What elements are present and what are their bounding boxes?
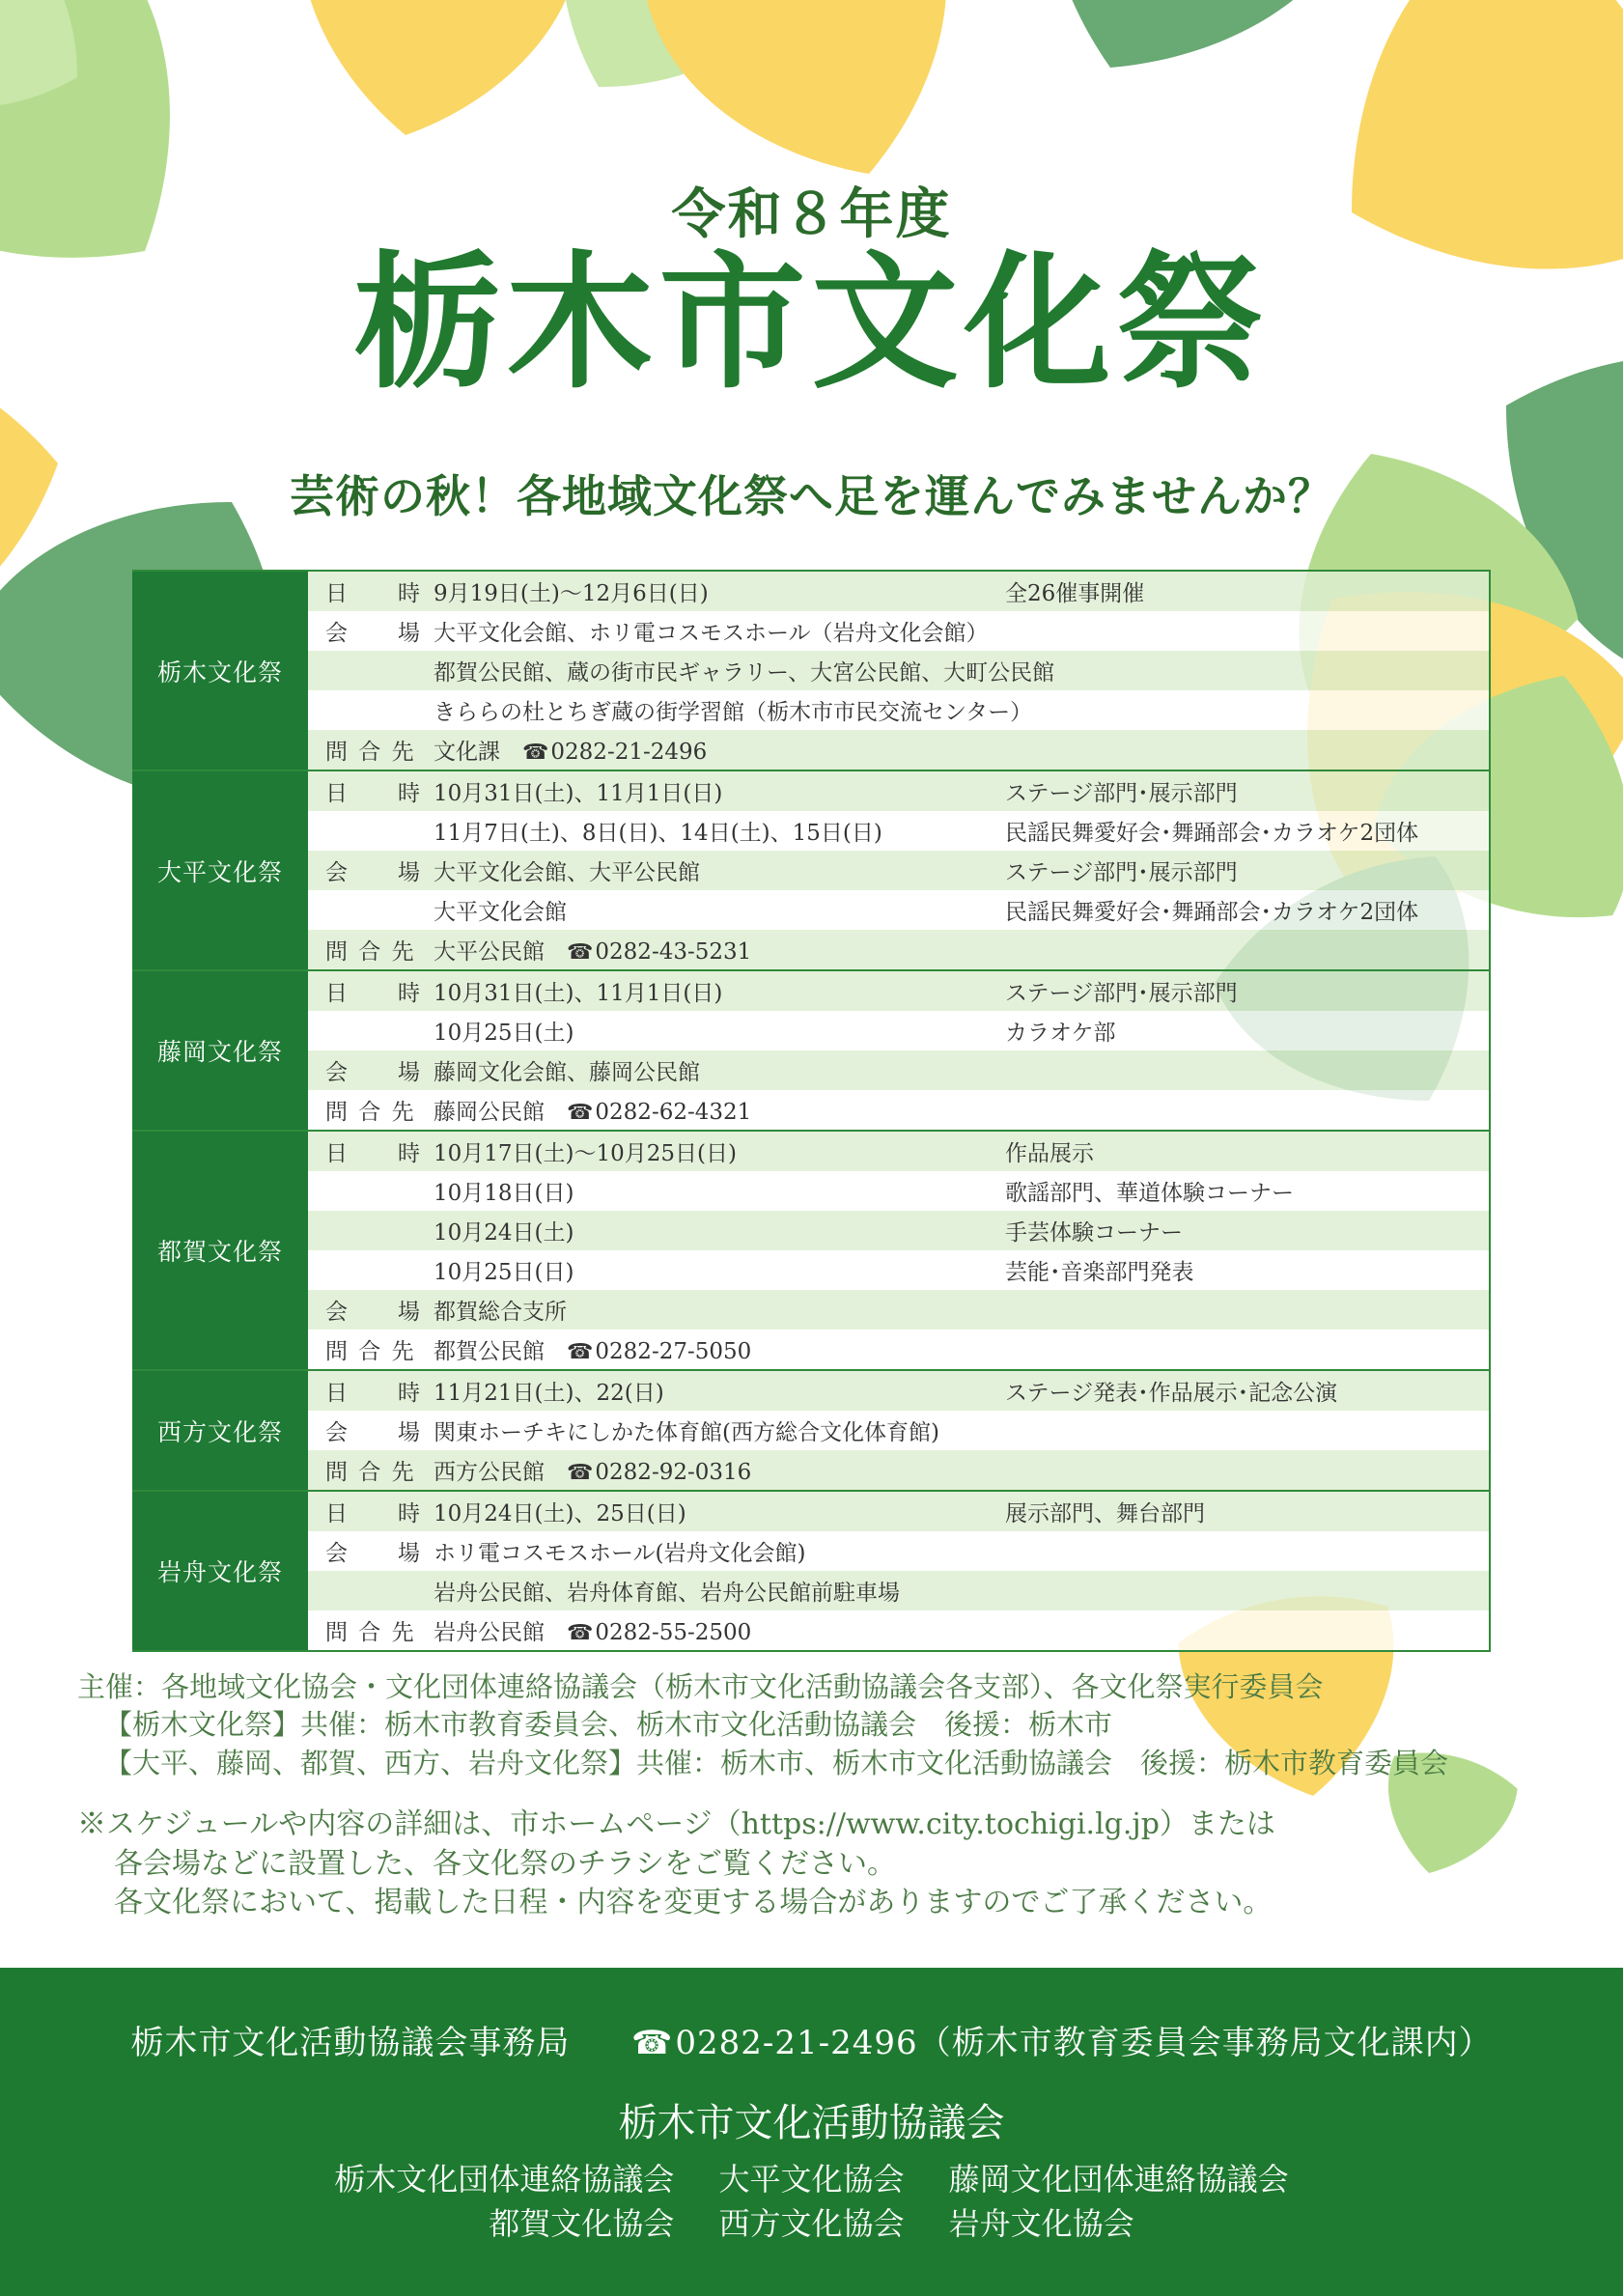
sponsor-notes bbox=[77, 1668, 1564, 1782]
row-value bbox=[434, 615, 1005, 647]
row-value-text: 10月24日(土) bbox=[434, 1220, 574, 1246]
row-note: 展示部門、舞台部門 bbox=[1005, 1501, 1205, 1526]
row-value bbox=[434, 854, 1005, 886]
office-contact bbox=[0, 2016, 1623, 2063]
row-key: 日 時 bbox=[325, 1501, 422, 1526]
row-note: 民謡民舞愛好会･舞踊部会･カラオケ2団体 bbox=[1005, 900, 1419, 925]
row-note: ステージ部門･展示部門 bbox=[1005, 781, 1238, 806]
row-value bbox=[434, 1575, 1005, 1607]
member-org: 岩舟文化協会 bbox=[948, 2205, 1134, 2243]
schedule-row bbox=[308, 1171, 1489, 1211]
row-note: ステージ発表･作品展示･記念公演 bbox=[1005, 1381, 1338, 1406]
office-note: （栃木市教育委員会事務局文化課内） bbox=[917, 2024, 1493, 2062]
festival-block bbox=[132, 1492, 1491, 1652]
row-key: 問 合 先 bbox=[325, 1339, 416, 1364]
row-key: 日 時 bbox=[325, 781, 422, 806]
row-value bbox=[434, 1254, 1005, 1286]
row-key: 問 合 先 bbox=[325, 1460, 416, 1485]
festival-name: 大平文化祭 bbox=[132, 771, 308, 969]
row-value-text: 大平文化会館、大平公民館 bbox=[434, 860, 700, 885]
schedule-row bbox=[308, 1330, 1489, 1369]
schedule-row bbox=[308, 730, 1489, 770]
row-value-text: 岩舟公民館 bbox=[434, 1620, 545, 1645]
row-value-text: 10月18日(日) bbox=[434, 1181, 574, 1206]
row-note: ステージ部門･展示部門 bbox=[1005, 981, 1238, 1006]
row-value bbox=[434, 694, 1033, 726]
footer bbox=[0, 1968, 1623, 2296]
row-note: 民謡民舞愛好会･舞踊部会･カラオケ2団体 bbox=[1005, 821, 1419, 846]
row-note: 芸能･音楽部門発表 bbox=[1005, 1260, 1194, 1285]
schedule-row bbox=[308, 811, 1489, 851]
row-value-text: 11月21日(土)、22(日) bbox=[434, 1381, 664, 1406]
row-key: 問 合 先 bbox=[325, 740, 416, 765]
regional-sponsor-line: 【大平、藤岡、都賀、西方、岩舟文化祭】共催：栃木市、栃木市文化活動協議会 後援：栃木市教育委員会 bbox=[104, 1746, 1449, 1779]
schedule-row bbox=[308, 1450, 1489, 1490]
member-org: 藤岡文化団体連絡協議会 bbox=[948, 2161, 1289, 2198]
phone-number: ☎ 0282-21-2496 bbox=[522, 740, 707, 765]
organizer-line: 主催：各地域文化協会・文化団体連絡協議会（栃木市文化活動協議会各支部）、各文化祭実行委員会 bbox=[77, 1670, 1324, 1703]
row-value bbox=[434, 815, 1005, 847]
festival-name: 西方文化祭 bbox=[132, 1371, 308, 1490]
row-value-text: 大平文化会館、ホリ電コスモスホール（岩舟文化会館） bbox=[434, 621, 989, 646]
page-title: 栃木市文化祭 bbox=[353, 236, 1270, 408]
row-value-text: 文化課 bbox=[434, 740, 500, 765]
festival-name: 藤岡文化祭 bbox=[132, 971, 308, 1130]
row-key: 日 時 bbox=[325, 581, 422, 606]
festival-name: 岩舟文化祭 bbox=[132, 1492, 308, 1650]
member-list bbox=[0, 2157, 1623, 2247]
row-note: 手芸体験コーナー bbox=[1005, 1220, 1183, 1246]
row-value bbox=[434, 1135, 1005, 1167]
row-value bbox=[434, 575, 1005, 607]
schedule-row bbox=[308, 611, 1489, 651]
row-value-text: 大平文化会館 bbox=[434, 900, 567, 925]
schedule-row bbox=[308, 690, 1489, 730]
row-key: 日 時 bbox=[325, 981, 422, 1006]
row-value-text: 10月31日(土)、11月1日(日) bbox=[434, 781, 723, 806]
row-value-text: 都賀総合支所 bbox=[434, 1300, 567, 1325]
festival-name: 都賀文化祭 bbox=[132, 1132, 308, 1369]
row-value-text: 都賀公民館、蔵の街市民ギャラリー、大宮公民館、大町公民館 bbox=[434, 660, 1055, 686]
schedule-row bbox=[308, 1371, 1489, 1411]
schedule-row bbox=[308, 1011, 1489, 1050]
phone-number: ☎ 0282-62-4321 bbox=[567, 1100, 751, 1125]
row-key: 問 合 先 bbox=[325, 939, 416, 965]
row-value-text: 10月25日(日) bbox=[434, 1260, 574, 1285]
schedule-row bbox=[308, 851, 1489, 890]
schedule-row bbox=[308, 771, 1489, 811]
row-value bbox=[434, 934, 1005, 966]
festival-schedule-table bbox=[132, 570, 1491, 1652]
remark-line: ※スケジュールや内容の詳細は、市ホームページ（https://www.city.tochigi.lg.jp）または bbox=[77, 1807, 1275, 1841]
schedule-row bbox=[308, 1132, 1489, 1171]
row-value bbox=[434, 1054, 1005, 1086]
row-key: 問 合 先 bbox=[325, 1100, 416, 1125]
schedule-row bbox=[308, 651, 1489, 690]
remarks bbox=[77, 1806, 1564, 1923]
festival-block bbox=[132, 771, 1491, 971]
festival-name: 栃木文化祭 bbox=[132, 572, 308, 770]
remark-line: 各会場などに設置した、各文化祭のチラシをご覧ください。 bbox=[114, 1846, 896, 1881]
row-note: 作品展示 bbox=[1005, 1141, 1094, 1166]
schedule-row bbox=[308, 1250, 1489, 1290]
row-value bbox=[434, 1496, 1005, 1527]
phone-number: ☎ 0282-27-5050 bbox=[567, 1339, 751, 1364]
row-value-text: 10月24日(土)、25日(日) bbox=[434, 1501, 686, 1526]
tagline: 芸術の秋！各地域文化祭へ足を運んでみませんか？ bbox=[290, 470, 1333, 522]
schedule-row bbox=[308, 1290, 1489, 1330]
schedule-row bbox=[308, 1211, 1489, 1250]
member-org: 都賀文化協会 bbox=[489, 2205, 675, 2243]
row-value bbox=[434, 1414, 1005, 1446]
phone-number: ☎ 0282-43-5231 bbox=[567, 939, 751, 965]
fiscal-year-heading: 令和８年度 bbox=[671, 182, 952, 246]
row-note: ステージ部門･展示部門 bbox=[1005, 860, 1238, 885]
row-value bbox=[434, 894, 1005, 926]
row-value-text: 西方公民館 bbox=[434, 1460, 545, 1485]
row-key: 会 場 bbox=[325, 1060, 422, 1085]
row-value bbox=[434, 734, 1005, 766]
office-name: 栃木市文化活動協議会事務局 bbox=[130, 2024, 571, 2062]
row-key: 日 時 bbox=[325, 1141, 422, 1166]
schedule-row bbox=[308, 930, 1489, 969]
row-value-text: 都賀公民館 bbox=[434, 1339, 545, 1364]
row-value-text: 関東ホーチキにしかた体育館(西方総合文化体育館) bbox=[434, 1420, 939, 1445]
row-value bbox=[434, 775, 1005, 807]
row-value-text: 藤岡文化会館、藤岡公民館 bbox=[434, 1060, 700, 1085]
row-key: 日 時 bbox=[325, 1381, 422, 1406]
schedule-row bbox=[308, 971, 1489, 1011]
row-value bbox=[434, 1454, 1005, 1486]
row-value-text: 10月25日(土) bbox=[434, 1021, 574, 1046]
member-org: 大平文化協会 bbox=[718, 2161, 905, 2198]
schedule-row bbox=[308, 1492, 1489, 1531]
festival-block bbox=[132, 1132, 1491, 1371]
row-value-text: 岩舟公民館、岩舟体育館、岩舟公民館前駐車場 bbox=[434, 1581, 900, 1606]
row-value-text: 大平公民館 bbox=[434, 939, 545, 965]
row-value-text: 11月7日(土)、8日(日)、14日(土)、15日(日) bbox=[434, 821, 882, 846]
member-org: 栃木文化団体連絡協議会 bbox=[334, 2161, 675, 2198]
row-value bbox=[434, 1094, 1005, 1126]
row-value bbox=[434, 1294, 1005, 1326]
row-value-text: 10月31日(土)、11月1日(日) bbox=[434, 981, 723, 1006]
organization-name: 栃木市文化活動協議会 bbox=[618, 2101, 1005, 2145]
row-value bbox=[434, 1614, 1005, 1646]
phone-number: ☎ 0282-55-2500 bbox=[567, 1620, 751, 1645]
row-value-text: きららの杜とちぎ蔵の街学習館（栃木市市民交流センター） bbox=[434, 700, 1033, 725]
schedule-row bbox=[308, 890, 1489, 930]
row-value bbox=[434, 1175, 1005, 1207]
row-note: 全26催事開催 bbox=[1005, 581, 1145, 606]
row-note: カラオケ部 bbox=[1005, 1021, 1116, 1046]
row-key: 会 場 bbox=[325, 1541, 422, 1566]
row-value bbox=[434, 655, 1055, 686]
row-key: 会 場 bbox=[325, 1300, 422, 1325]
row-key: 会 場 bbox=[325, 621, 422, 646]
member-org: 西方文化協会 bbox=[718, 2205, 905, 2243]
schedule-row bbox=[308, 1411, 1489, 1450]
row-value-text: ホリ電コスモスホール(岩舟文化会館) bbox=[434, 1541, 806, 1566]
schedule-row bbox=[308, 1531, 1489, 1571]
schedule-row bbox=[308, 1090, 1489, 1130]
schedule-row bbox=[308, 1571, 1489, 1610]
row-value-text: 9月19日(土)～12月6日(日) bbox=[434, 581, 709, 606]
row-value bbox=[434, 975, 1005, 1007]
row-value bbox=[434, 1535, 1005, 1567]
row-key: 問 合 先 bbox=[325, 1620, 416, 1645]
row-value bbox=[434, 1015, 1005, 1047]
festival-block bbox=[132, 570, 1491, 771]
remark-line: 各文化祭において、掲載した日程・内容を変更する場合がありますのでご了承ください。 bbox=[114, 1886, 1273, 1919]
schedule-row bbox=[308, 1610, 1489, 1650]
phone-number: ☎ 0282-92-0316 bbox=[567, 1460, 751, 1485]
row-value-text: 藤岡公民館 bbox=[434, 1100, 545, 1125]
row-note: 歌謡部門、華道体験コーナー bbox=[1005, 1181, 1294, 1206]
row-key: 会 場 bbox=[325, 1420, 422, 1445]
schedule-row bbox=[308, 572, 1489, 611]
schedule-row bbox=[308, 1050, 1489, 1090]
row-value-text: 10月17日(土)～10月25日(日) bbox=[434, 1141, 737, 1166]
tochigi-sponsor-line: 【栃木文化祭】共催：栃木市教育委員会、栃木市文化活動協議会 後援：栃木市 bbox=[104, 1708, 1113, 1742]
row-value bbox=[434, 1375, 1005, 1407]
festival-block bbox=[132, 971, 1491, 1132]
festival-block bbox=[132, 1371, 1491, 1492]
row-value bbox=[434, 1215, 1005, 1246]
office-phone: ☎ 0282-21-2496 bbox=[631, 2024, 918, 2062]
row-value bbox=[434, 1333, 1005, 1365]
row-key: 会 場 bbox=[325, 860, 422, 885]
